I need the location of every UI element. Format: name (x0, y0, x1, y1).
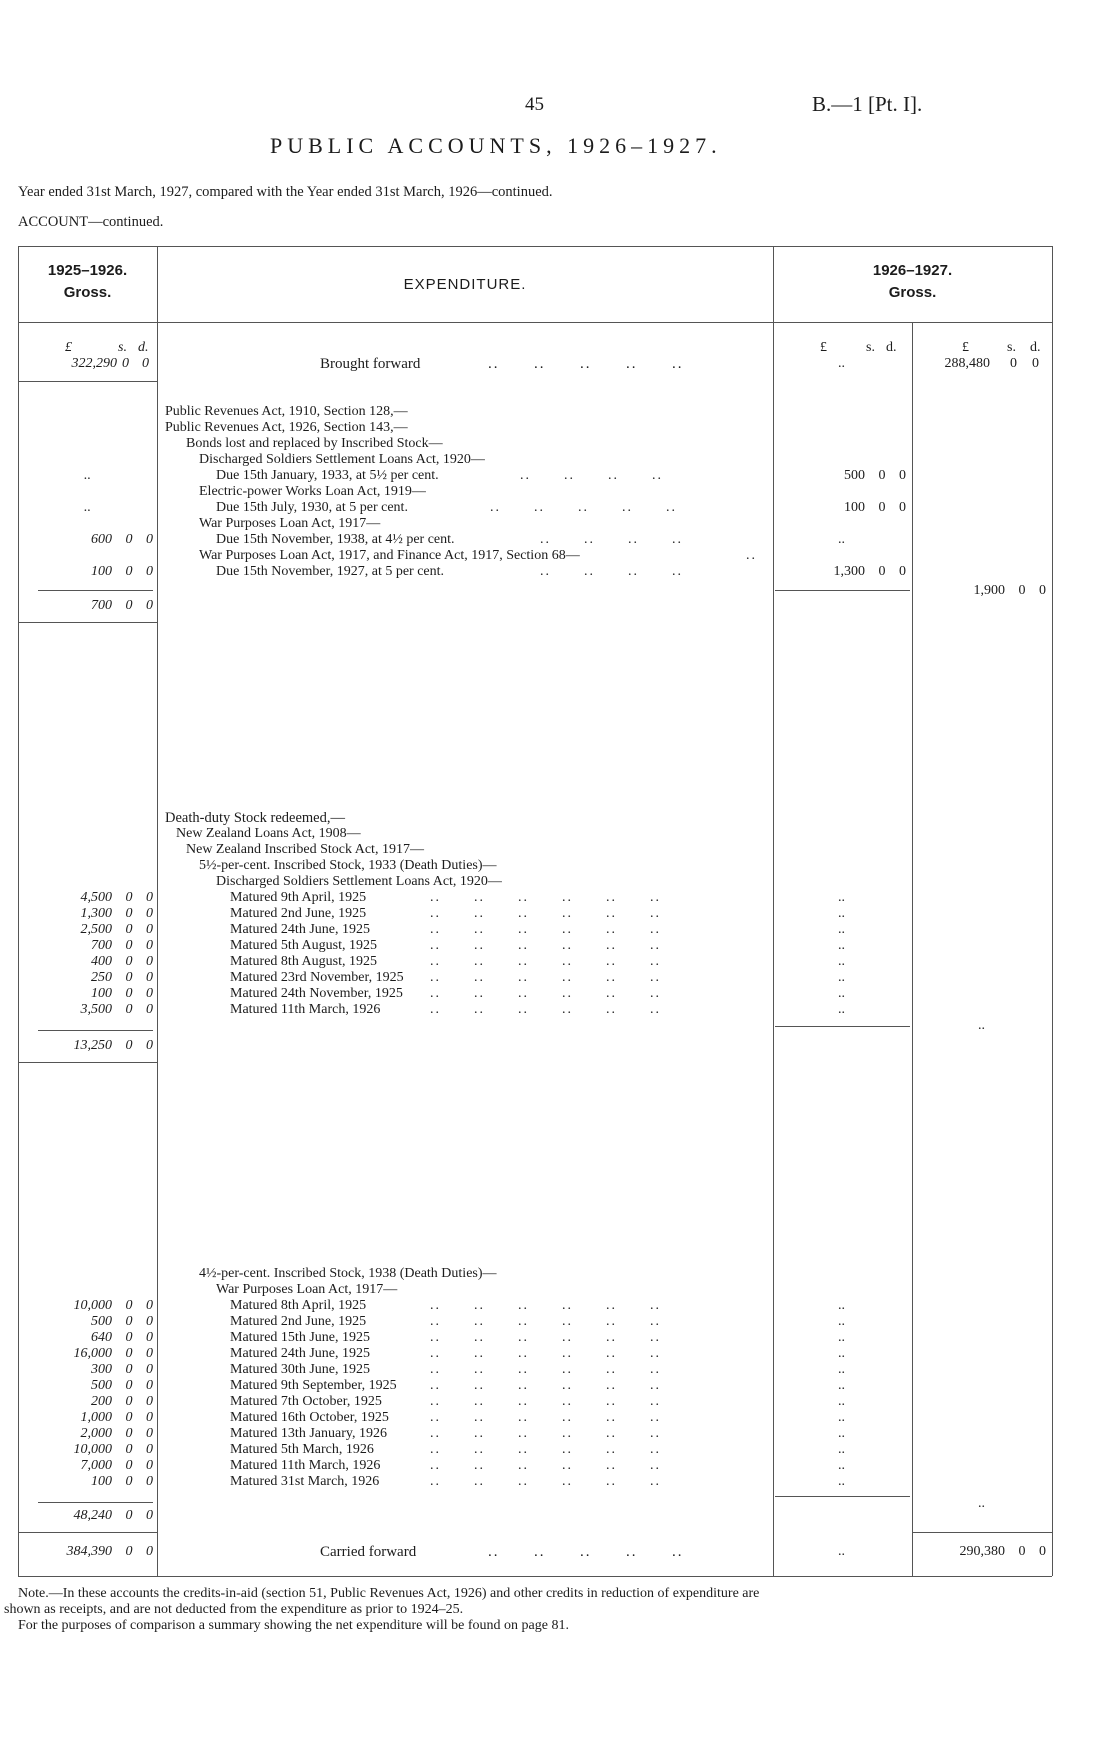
brought-forward-cur-s: 0 (1010, 356, 1017, 371)
table-bottom-rule (18, 1576, 1052, 1577)
brought-forward-label: Brought forward (320, 356, 421, 372)
matured-row-prev: 1,000 0 0 (80, 1410, 153, 1425)
leader-dots: .. .. .. .. .. .. (430, 1410, 661, 1425)
matured-row-mid: .. (838, 1426, 845, 1441)
bonds-line: Discharged Soldiers Settlement Loans Act, 1920— (199, 452, 485, 467)
note-line: For the purposes of comparison a summary showing the net expenditure will be found on page 81. (18, 1618, 569, 1633)
matured-row-mid: .. (838, 938, 845, 953)
matured-row-prev: 700 0 0 (91, 938, 153, 953)
carried-forward-prev: 384,390 0 0 (66, 1544, 153, 1559)
matured-row-prev: 200 0 0 (91, 1394, 153, 1409)
matured-row-prev: 500 0 0 (91, 1378, 153, 1393)
leader-dots: .. .. .. .. .. .. (430, 1378, 661, 1393)
matured-row-prev: 16,000 0 0 (73, 1346, 153, 1361)
matured-row-mid: .. (838, 1346, 845, 1361)
rule (775, 590, 910, 591)
leader-dots: .. .. .. .. .. .. (430, 1474, 661, 1489)
matured-row-label: Matured 7th October, 1925 (230, 1394, 382, 1409)
matured-row-label: Matured 2nd June, 1925 (230, 1314, 367, 1329)
matured-row-mid: .. (838, 890, 845, 905)
matured-row-label: Matured 11th March, 1926 (230, 1458, 381, 1473)
dd33-line: Discharged Soldiers Settlement Loans Act, 1920— (216, 874, 502, 889)
carried-forward-mid: .. (838, 1544, 845, 1559)
leader-dots: .. .. .. .. .. .. (430, 986, 661, 1001)
matured-row-label: Matured 15th June, 1925 (230, 1330, 370, 1345)
leader-dots: .. .. .. .. .. .. (430, 1426, 661, 1441)
matured-row-mid: .. (838, 1298, 845, 1313)
rule (38, 1030, 153, 1031)
dd33-line: Death-duty Stock redeemed,— (165, 810, 345, 826)
brought-forward-mid: .. (838, 356, 845, 371)
table-header-rule (18, 322, 1052, 323)
leader-dots: .. .. .. .. .. .. (430, 1314, 661, 1329)
page-number: 45 (525, 94, 544, 115)
matured-row-label: Matured 31st March, 1926 (230, 1474, 380, 1489)
rule (775, 1496, 910, 1497)
matured-row-mid: .. (838, 1474, 845, 1489)
matured-row-mid: .. (838, 906, 845, 921)
bonds-mid-value: 1,300 0 0 (833, 564, 906, 579)
matured-row-prev: 7,000 0 0 (80, 1458, 153, 1473)
matured-row-label: Matured 8th April, 1925 (230, 1298, 367, 1313)
leader-dots: .. .. .. .. .. .. (430, 970, 661, 985)
matured-row-label: Matured 5th March, 1926 (230, 1442, 374, 1457)
leader-dots: .. .. .. .. .. .. (430, 1442, 661, 1457)
matured-row-label: Matured 11th March, 1926 (230, 1002, 381, 1017)
bonds-mid-value: 500 0 0 (844, 468, 906, 483)
matured-row-prev: 4,500 0 0 (80, 890, 153, 905)
leader-dots: .. .. .. .. .. .. (430, 890, 661, 905)
matured-row-label: Matured 9th September, 1925 (230, 1378, 397, 1393)
dd38-prev-total: 48,240 0 0 (73, 1508, 153, 1523)
matured-row-label: Matured 30th June, 1925 (230, 1362, 370, 1377)
matured-row-mid: .. (838, 970, 845, 985)
dd38-line: War Purposes Loan Act, 1917— (216, 1282, 398, 1297)
matured-row-label: Matured 24th June, 1925 (230, 1346, 370, 1361)
matured-row-label: Matured 24th June, 1925 (230, 922, 370, 937)
matured-row-prev: 10,000 0 0 (73, 1442, 153, 1457)
matured-row-prev: 400 0 0 (91, 954, 153, 969)
bonds-prev-value: .. (84, 500, 91, 515)
head-prev-year: 1925–1926. (47, 262, 128, 279)
matured-row-mid: .. (838, 986, 845, 1001)
unit-d-cur: d. (1030, 340, 1041, 355)
column-divider-mid (773, 246, 774, 1576)
table-top-rule (18, 246, 1052, 247)
rule (38, 590, 153, 591)
unit-s-prev: s. (118, 340, 127, 355)
matured-row-mid: .. (838, 1458, 845, 1473)
matured-row-label: Matured 16th October, 1925 (230, 1410, 389, 1425)
leader-dots: .. .. .. .. (520, 468, 663, 483)
matured-row-mid: .. (838, 1362, 845, 1377)
bonds-prev-value: 100 0 0 (91, 564, 153, 579)
bonds-prev-value: .. (84, 468, 91, 483)
matured-row-label: Matured 2nd June, 1925 (230, 906, 367, 921)
bonds-prev-value: 600 0 0 (91, 532, 153, 547)
bonds-line: Public Revenues Act, 1910, Section 128,— (165, 404, 408, 419)
leader-dots: .. .. .. .. .. .. (430, 922, 661, 937)
rule (775, 1026, 910, 1027)
matured-row-mid: .. (838, 1002, 845, 1017)
column-divider-cur (912, 322, 913, 1576)
dd33-line: New Zealand Loans Act, 1908— (176, 826, 361, 841)
matured-row-mid: .. (838, 1330, 845, 1345)
rule (18, 1532, 157, 1533)
matured-row-label: Matured 5th August, 1925 (230, 938, 377, 953)
unit-pound-cur: £ (962, 340, 969, 355)
page-subtitle: Year ended 31st March, 1927, compared with the Year ended 31st March, 1926—continued. (18, 184, 553, 200)
rule (18, 622, 157, 623)
bonds-line: War Purposes Loan Act, 1917, and Finance Act, 1917, Section 68— (199, 548, 580, 563)
dd33-cur-total: .. (978, 1018, 985, 1033)
carried-forward-cur: 290,380 0 0 (959, 1544, 1046, 1559)
matured-row-mid: .. (838, 1442, 845, 1457)
matured-row-prev: 250 0 0 (91, 970, 153, 985)
leader-dots: .. (746, 548, 757, 563)
rule (18, 1062, 157, 1063)
matured-row-mid: .. (838, 1314, 845, 1329)
brought-forward-prev-s: 0 (122, 356, 129, 371)
matured-row-prev: 10,000 0 0 (73, 1298, 153, 1313)
matured-row-prev: 100 0 0 (91, 986, 153, 1001)
bonds-mid-value: .. (838, 532, 845, 547)
unit-d-prev: d. (138, 340, 149, 355)
carried-forward-label: Carried forward (320, 1544, 417, 1560)
leader-dots: .. .. .. .. (540, 564, 683, 579)
matured-row-prev: 3,500 0 0 (80, 1002, 153, 1017)
leader-dots: .. .. .. .. .. .. (430, 906, 661, 921)
head-expenditure: EXPENDITURE. (403, 276, 527, 293)
rule (18, 381, 157, 382)
unit-pound-mid: £ (820, 340, 827, 355)
matured-row-label: Matured 9th April, 1925 (230, 890, 367, 905)
unit-pound-prev: £ (65, 340, 72, 355)
dd33-line: New Zealand Inscribed Stock Act, 1917— (186, 842, 424, 857)
brought-forward-prev: 322,290 (71, 356, 117, 371)
leader-dots: .. .. .. .. .. (490, 500, 677, 515)
leader-dots: .. .. .. .. (540, 532, 683, 547)
dd33-line: 5½-per-cent. Inscribed Stock, 1933 (Death Duties)— (199, 858, 497, 873)
matured-row-prev: 300 0 0 (91, 1362, 153, 1377)
matured-row-prev: 100 0 0 (91, 1474, 153, 1489)
brought-forward-prev-d: 0 (142, 356, 149, 371)
leader-dots: .. .. .. .. .. .. (430, 1458, 661, 1473)
leader-dots: .. .. .. .. .. .. (430, 1330, 661, 1345)
bonds-line: War Purposes Loan Act, 1917— (199, 516, 381, 531)
leader-dots: .. .. .. .. .. .. (430, 1346, 661, 1361)
document-reference: B.—1 [Pt. I]. (812, 92, 923, 116)
rule (912, 1532, 1052, 1533)
bonds-line: Electric-power Works Loan Act, 1919— (199, 484, 426, 499)
matured-row-label: Matured 13th January, 1926 (230, 1426, 387, 1441)
matured-row-mid: .. (838, 922, 845, 937)
bonds-line: Bonds lost and replaced by Inscribed Stock— (186, 436, 443, 451)
dd38-cur-total: .. (978, 1496, 985, 1511)
matured-row-prev: 640 0 0 (91, 1330, 153, 1345)
note-line: Note.—In these accounts the credits-in-aid (section 51, Public Revenues Act, 1926) and other credits in reduction of expenditure are (18, 1586, 760, 1601)
leader-dots: .. .. .. .. .. .. (430, 1298, 661, 1313)
head-prev-gross: Gross. (63, 284, 112, 301)
matured-row-label: Matured 8th August, 1925 (230, 954, 377, 969)
note-line: shown as receipts, and are not deducted from the expenditure as prior to 1924–25. (4, 1602, 464, 1617)
matured-row-mid: .. (838, 1378, 845, 1393)
leader-dots: .. .. .. .. .. .. (430, 1394, 661, 1409)
leader-dots: .. .. .. .. .. .. (430, 1362, 661, 1377)
dd33-prev-total: 13,250 0 0 (73, 1038, 153, 1053)
brought-forward-cur-d: 0 (1032, 356, 1039, 371)
matured-row-prev: 2,000 0 0 (80, 1426, 153, 1441)
bonds-line: Due 15th November, 1927, at 5 per cent. (216, 564, 445, 579)
leader-dots: .. .. .. .. .. (488, 1544, 684, 1560)
brought-forward-cur: 288,480 (944, 356, 990, 371)
matured-row-mid: .. (838, 954, 845, 969)
matured-row-mid: .. (838, 1410, 845, 1425)
unit-s-cur: s. (1007, 340, 1016, 355)
bonds-line: Due 15th January, 1933, at 5½ per cent. (216, 468, 439, 483)
bonds-prev-total: 700 0 0 (91, 598, 153, 613)
leader-dots: .. .. .. .. .. .. (430, 954, 661, 969)
dd38-line: 4½-per-cent. Inscribed Stock, 1938 (Death Duties)— (199, 1266, 497, 1281)
matured-row-label: Matured 24th November, 1925 (230, 986, 403, 1001)
bonds-line: Public Revenues Act, 1926, Section 143,— (165, 420, 408, 435)
table-right-border (1052, 246, 1053, 1576)
unit-d-mid: d. (886, 340, 897, 355)
matured-row-mid: .. (838, 1394, 845, 1409)
section-label: ACCOUNT—continued. (18, 214, 164, 230)
table-left-border (18, 246, 19, 1576)
matured-row-prev: 1,300 0 0 (80, 906, 153, 921)
column-divider-prev (157, 246, 158, 1576)
bonds-cur-total: 1,900 0 0 (973, 583, 1046, 598)
matured-row-label: Matured 23rd November, 1925 (230, 970, 404, 985)
leader-dots: .. .. .. .. .. .. (430, 1002, 661, 1017)
page-title: PUBLIC ACCOUNTS, 1926–1927. (270, 133, 722, 158)
leader-dots: .. .. .. .. .. (488, 356, 684, 372)
unit-s-mid: s. (866, 340, 875, 355)
bonds-line: Due 15th July, 1930, at 5 per cent. (216, 500, 408, 515)
rule (38, 1502, 153, 1503)
head-cur-gross: Gross. (888, 284, 937, 301)
matured-row-prev: 2,500 0 0 (80, 922, 153, 937)
bonds-mid-value: 100 0 0 (844, 500, 906, 515)
bonds-line: Due 15th November, 1938, at 4½ per cent. (216, 532, 455, 547)
matured-row-prev: 500 0 0 (91, 1314, 153, 1329)
head-cur-year: 1926–1927. (872, 262, 953, 279)
leader-dots: .. .. .. .. .. .. (430, 938, 661, 953)
